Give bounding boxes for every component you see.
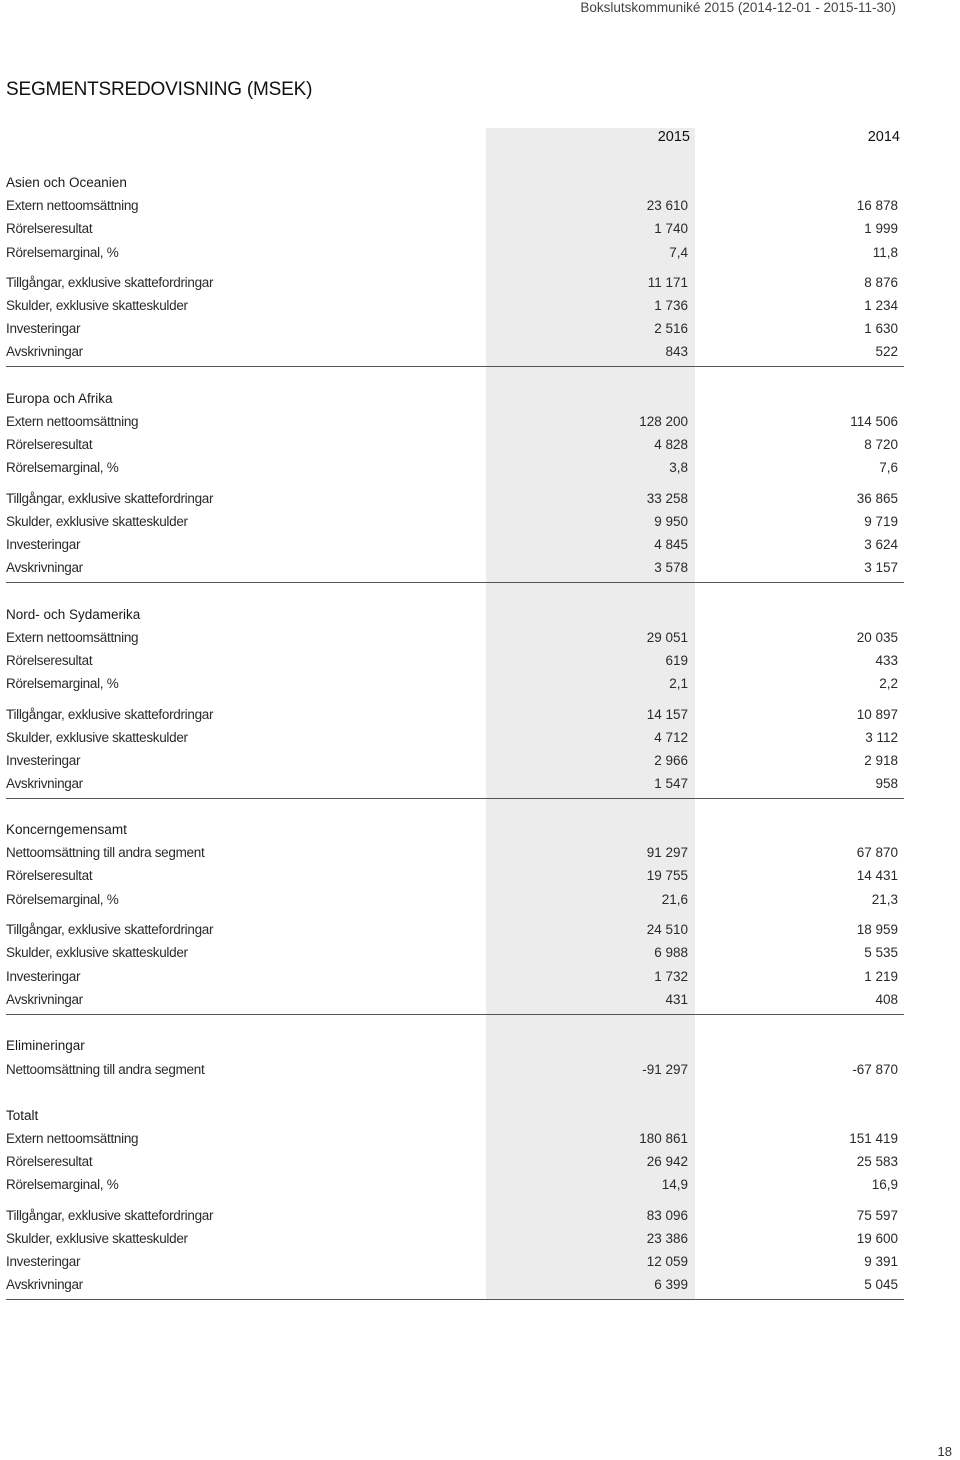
row-label: Avskrivningar (6, 776, 83, 791)
value-2015: 33 258 (646, 491, 688, 506)
table-row (6, 298, 898, 321)
table-row (6, 630, 898, 653)
segment-heading: Elimineringar (6, 1038, 85, 1053)
table-row (6, 892, 898, 915)
value-2014: 25 583 (856, 1154, 898, 1169)
value-2014: 3 624 (864, 537, 898, 552)
row-label: Rörelsemarginal, % (6, 1177, 119, 1192)
table-row (6, 776, 898, 799)
value-2014: 16,9 (871, 1177, 898, 1192)
table-row (6, 1277, 898, 1300)
table-row (6, 245, 898, 268)
table-row (6, 992, 898, 1015)
value-2014: 8 720 (864, 437, 898, 452)
value-2015: 23 610 (646, 198, 688, 213)
table-row (6, 868, 898, 891)
value-2014: 75 597 (856, 1208, 898, 1223)
row-label: Extern nettoomsättning (6, 414, 139, 429)
value-2014: 3 157 (864, 560, 898, 575)
row-label: Skulder, exklusive skatteskulder (6, 514, 188, 529)
row-label: Tillgångar, exklusive skattefordringar (6, 491, 214, 506)
row-label: Skulder, exklusive skatteskulder (6, 1231, 188, 1246)
value-2014: 5 535 (864, 945, 898, 960)
table-row (6, 676, 898, 699)
value-2014: 14 431 (856, 868, 898, 883)
value-2014: 2,2 (879, 676, 898, 691)
value-2014: 1 234 (864, 298, 898, 313)
table-row (6, 1062, 898, 1085)
page-title: SEGMENTSREDOVISNING (MSEK) (6, 79, 313, 100)
value-2014: 19 600 (856, 1231, 898, 1246)
value-2015: 11 171 (647, 275, 688, 290)
table-row (6, 537, 898, 560)
value-2015: 23 386 (646, 1231, 688, 1246)
column-header-2014: 2014 (867, 129, 900, 145)
segment-heading: Asien och Oceanien (6, 175, 127, 190)
segment-heading: Totalt (6, 1108, 39, 1123)
row-label: Tillgångar, exklusive skattefordringar (6, 922, 214, 937)
value-2015: 1 740 (654, 221, 688, 236)
value-2015: 1 547 (654, 776, 688, 791)
value-2015: 843 (665, 344, 688, 359)
value-2015: 3 578 (654, 560, 688, 575)
table-row (6, 1208, 898, 1231)
row-label: Rörelseresultat (6, 653, 93, 668)
value-2015: 2 516 (654, 321, 688, 336)
value-2014: 1 630 (864, 321, 898, 336)
segment-divider (6, 798, 904, 799)
value-2014: 408 (875, 992, 898, 1007)
value-2014: 11,8 (872, 245, 898, 260)
table-row (6, 221, 898, 244)
value-2015: 431 (665, 992, 688, 1007)
table-row (6, 560, 898, 583)
report-header: Bokslutskommuniké 2015 (2014-12-01 - 2015-11-30) (580, 0, 896, 15)
row-label: Investeringar (6, 1254, 81, 1269)
table-row (6, 1254, 898, 1277)
segment-heading: Koncerngemensamt (6, 822, 127, 837)
segment-divider (6, 1299, 904, 1300)
value-2014: 36 865 (856, 491, 898, 506)
row-label: Investeringar (6, 753, 81, 768)
row-label: Rörelsemarginal, % (6, 460, 119, 475)
value-2015: 4 712 (654, 730, 688, 745)
value-2014: 522 (875, 344, 898, 359)
segment-divider (6, 582, 904, 583)
value-2015: 3,8 (669, 460, 688, 475)
table-row (6, 460, 898, 483)
value-2015: 1 736 (654, 298, 688, 313)
row-label: Avskrivningar (6, 992, 83, 1007)
value-2014: 958 (875, 776, 898, 791)
table-row (6, 1231, 898, 1254)
value-2014: 21,3 (871, 892, 898, 907)
value-2015: 19 755 (646, 868, 688, 883)
row-label: Extern nettoomsättning (6, 1131, 139, 1146)
row-label: Rörelsemarginal, % (6, 892, 119, 907)
value-2015: 26 942 (646, 1154, 688, 1169)
value-2014: 16 878 (856, 198, 898, 213)
row-label: Avskrivningar (6, 560, 83, 575)
value-2014: 3 112 (865, 730, 898, 745)
value-2015: 24 510 (646, 922, 688, 937)
row-label: Tillgångar, exklusive skattefordringar (6, 1208, 214, 1223)
value-2015: 29 051 (646, 630, 688, 645)
value-2015: 12 059 (646, 1254, 688, 1269)
row-label: Extern nettoomsättning (6, 630, 139, 645)
column-header-2015: 2015 (657, 129, 690, 145)
table-row (6, 922, 898, 945)
row-label: Investeringar (6, 321, 81, 336)
row-label: Extern nettoomsättning (6, 198, 139, 213)
value-2014: 8 876 (864, 275, 898, 290)
value-2015: 2 966 (654, 753, 688, 768)
table-row (6, 753, 898, 776)
value-2015: 9 950 (654, 514, 688, 529)
row-label: Skulder, exklusive skatteskulder (6, 945, 188, 960)
value-2015: 619 (665, 653, 688, 668)
row-label: Skulder, exklusive skatteskulder (6, 298, 188, 313)
table-row (6, 707, 898, 730)
row-label: Skulder, exklusive skatteskulder (6, 730, 188, 745)
row-label: Rörelseresultat (6, 868, 93, 883)
row-label: Tillgångar, exklusive skattefordringar (6, 707, 214, 722)
value-2015: 1 732 (654, 969, 688, 984)
row-label: Nettoomsättning till andra segment (6, 845, 205, 860)
value-2014: 67 870 (856, 845, 898, 860)
row-label: Nettoomsättning till andra segment (6, 1062, 205, 1077)
row-label: Rörelseresultat (6, 221, 93, 236)
segment-heading: Europa och Afrika (6, 391, 113, 406)
value-2014: 433 (875, 653, 898, 668)
value-2014: -67 870 (852, 1062, 898, 1077)
value-2015: 6 988 (654, 945, 688, 960)
value-2014: 1 999 (864, 221, 898, 236)
table-row (6, 491, 898, 514)
table-row (6, 845, 898, 868)
row-label: Rörelsemarginal, % (6, 676, 119, 691)
row-label: Investeringar (6, 969, 81, 984)
value-2015: -91 297 (642, 1062, 688, 1077)
table-row (6, 1177, 898, 1200)
value-2014: 2 918 (864, 753, 898, 768)
row-label: Avskrivningar (6, 344, 83, 359)
table-row (6, 1131, 898, 1154)
value-2015: 4 828 (654, 437, 688, 452)
value-2014: 5 045 (864, 1277, 898, 1292)
page-number: 18 (937, 1444, 952, 1459)
segment-divider (6, 366, 904, 367)
value-2014: 9 391 (864, 1254, 898, 1269)
value-2014: 7,6 (879, 460, 898, 475)
row-label: Rörelseresultat (6, 1154, 93, 1169)
value-2014: 1 219 (864, 969, 898, 984)
value-2014: 151 419 (849, 1131, 898, 1146)
value-2015: 128 200 (639, 414, 688, 429)
value-2014: 114 506 (850, 414, 898, 429)
value-2015: 14 157 (646, 707, 688, 722)
table-row (6, 945, 898, 968)
value-2015: 2,1 (669, 676, 688, 691)
value-2015: 14,9 (661, 1177, 688, 1192)
row-label: Rörelseresultat (6, 437, 93, 452)
table-row (6, 321, 898, 344)
value-2014: 10 897 (856, 707, 898, 722)
table-row (6, 1154, 898, 1177)
table-row (6, 275, 898, 298)
table-row (6, 653, 898, 676)
value-2015: 4 845 (654, 537, 688, 552)
value-2015: 7,4 (669, 245, 688, 260)
table-row (6, 730, 898, 753)
value-2014: 18 959 (856, 922, 898, 937)
table-row (6, 969, 898, 992)
segment-divider (6, 1014, 904, 1015)
row-label: Rörelsemarginal, % (6, 245, 119, 260)
value-2015: 6 399 (654, 1277, 688, 1292)
table-row (6, 514, 898, 537)
table-row (6, 198, 898, 221)
row-label: Investeringar (6, 537, 81, 552)
segment-heading: Nord- och Sydamerika (6, 607, 141, 622)
value-2014: 9 719 (864, 514, 898, 529)
table-row (6, 414, 898, 437)
row-label: Avskrivningar (6, 1277, 83, 1292)
table-row (6, 344, 898, 367)
value-2014: 20 035 (856, 630, 898, 645)
value-2015: 21,6 (661, 892, 688, 907)
value-2015: 91 297 (646, 845, 688, 860)
row-label: Tillgångar, exklusive skattefordringar (6, 275, 214, 290)
value-2015: 180 861 (639, 1131, 688, 1146)
table-row (6, 437, 898, 460)
value-2015: 83 096 (646, 1208, 688, 1223)
